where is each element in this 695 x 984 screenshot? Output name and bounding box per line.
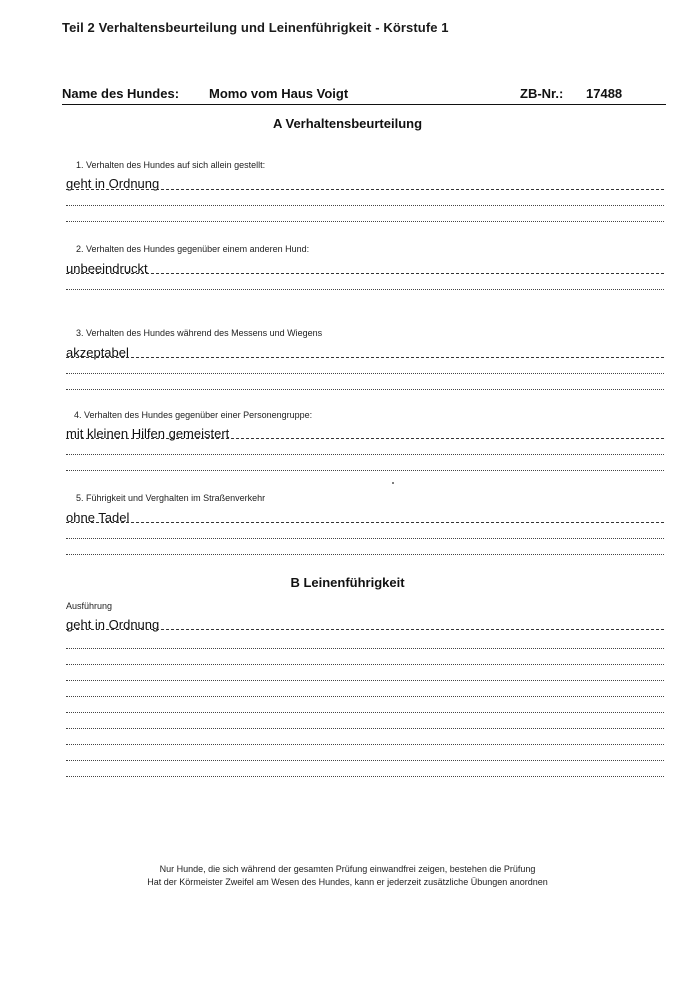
answer-line <box>66 289 664 290</box>
answer-line <box>66 205 664 206</box>
answer-line <box>66 389 664 390</box>
answer-line <box>66 629 664 630</box>
answer-line <box>66 664 664 665</box>
answer-line <box>66 438 664 439</box>
answer-line <box>66 554 664 555</box>
footer-note-1: Nur Hunde, die sich während der gesamten Prüfung einwandfrei zeigen, bestehen die Prüfung <box>159 864 536 874</box>
section-b-answer: geht in Ordnung <box>66 617 160 632</box>
zb-number-label: ZB-Nr.: <box>520 86 564 101</box>
question-2-label: 2. Verhalten des Hundes gegenüber einem anderen Hund: <box>76 244 310 254</box>
question-3-answer: akzeptabel <box>66 345 129 360</box>
question-3-label: 3. Verhalten des Hundes während des Messens und Wiegens <box>76 328 323 338</box>
section-b-label: Ausführung <box>66 601 113 611</box>
footer-note-2: Hat der Körmeister Zweifel am Wesen des Hundes, kann er jederzeit zusätzliche Übungen anordnen <box>147 877 548 887</box>
answer-line <box>66 680 664 681</box>
answer-line <box>66 696 664 697</box>
question-1-answer: geht in Ordnung <box>66 176 160 191</box>
answer-line <box>66 538 664 539</box>
answer-line <box>66 522 664 523</box>
dog-name-label: Name des Hundes: <box>62 86 180 101</box>
dog-name-value: Momo vom Haus Voigt <box>209 86 349 101</box>
question-1-label: 1. Verhalten des Hundes auf sich allein gestellt: <box>76 160 266 170</box>
answer-line <box>66 189 664 190</box>
answer-line <box>66 728 664 729</box>
question-4-label: 4. Verhalten des Hundes gegenüber einer Personengruppe: <box>74 410 313 420</box>
answer-line <box>66 648 664 649</box>
question-2-answer: unbeeindruckt <box>66 261 148 276</box>
question-5-label: 5. Führigkeit und Verghalten im Straßenverkehr <box>76 493 266 503</box>
answer-line <box>66 221 664 222</box>
answer-line <box>66 712 664 713</box>
question-4-answer: mit kleinen Hilfen gemeistert <box>66 426 230 441</box>
answer-line <box>66 776 664 777</box>
answer-line <box>66 273 664 274</box>
answer-line <box>66 454 664 455</box>
question-5-answer: ohne Tadel <box>66 510 130 525</box>
answer-line <box>66 760 664 761</box>
zb-number-value: 17488 <box>586 86 623 101</box>
answer-line <box>66 357 664 358</box>
section-a-title: A Verhaltensbeurteilung <box>272 116 423 131</box>
document-title: Teil 2 Verhaltensbeurteilung und Leinenführigkeit - Körstufe 1 <box>62 20 449 35</box>
answer-line <box>66 373 664 374</box>
answer-line <box>66 470 664 471</box>
scan-speck <box>392 482 394 484</box>
section-b-title: B Leinenführigkeit <box>290 575 405 590</box>
answer-line <box>66 744 664 745</box>
dog-info-row <box>62 86 666 105</box>
